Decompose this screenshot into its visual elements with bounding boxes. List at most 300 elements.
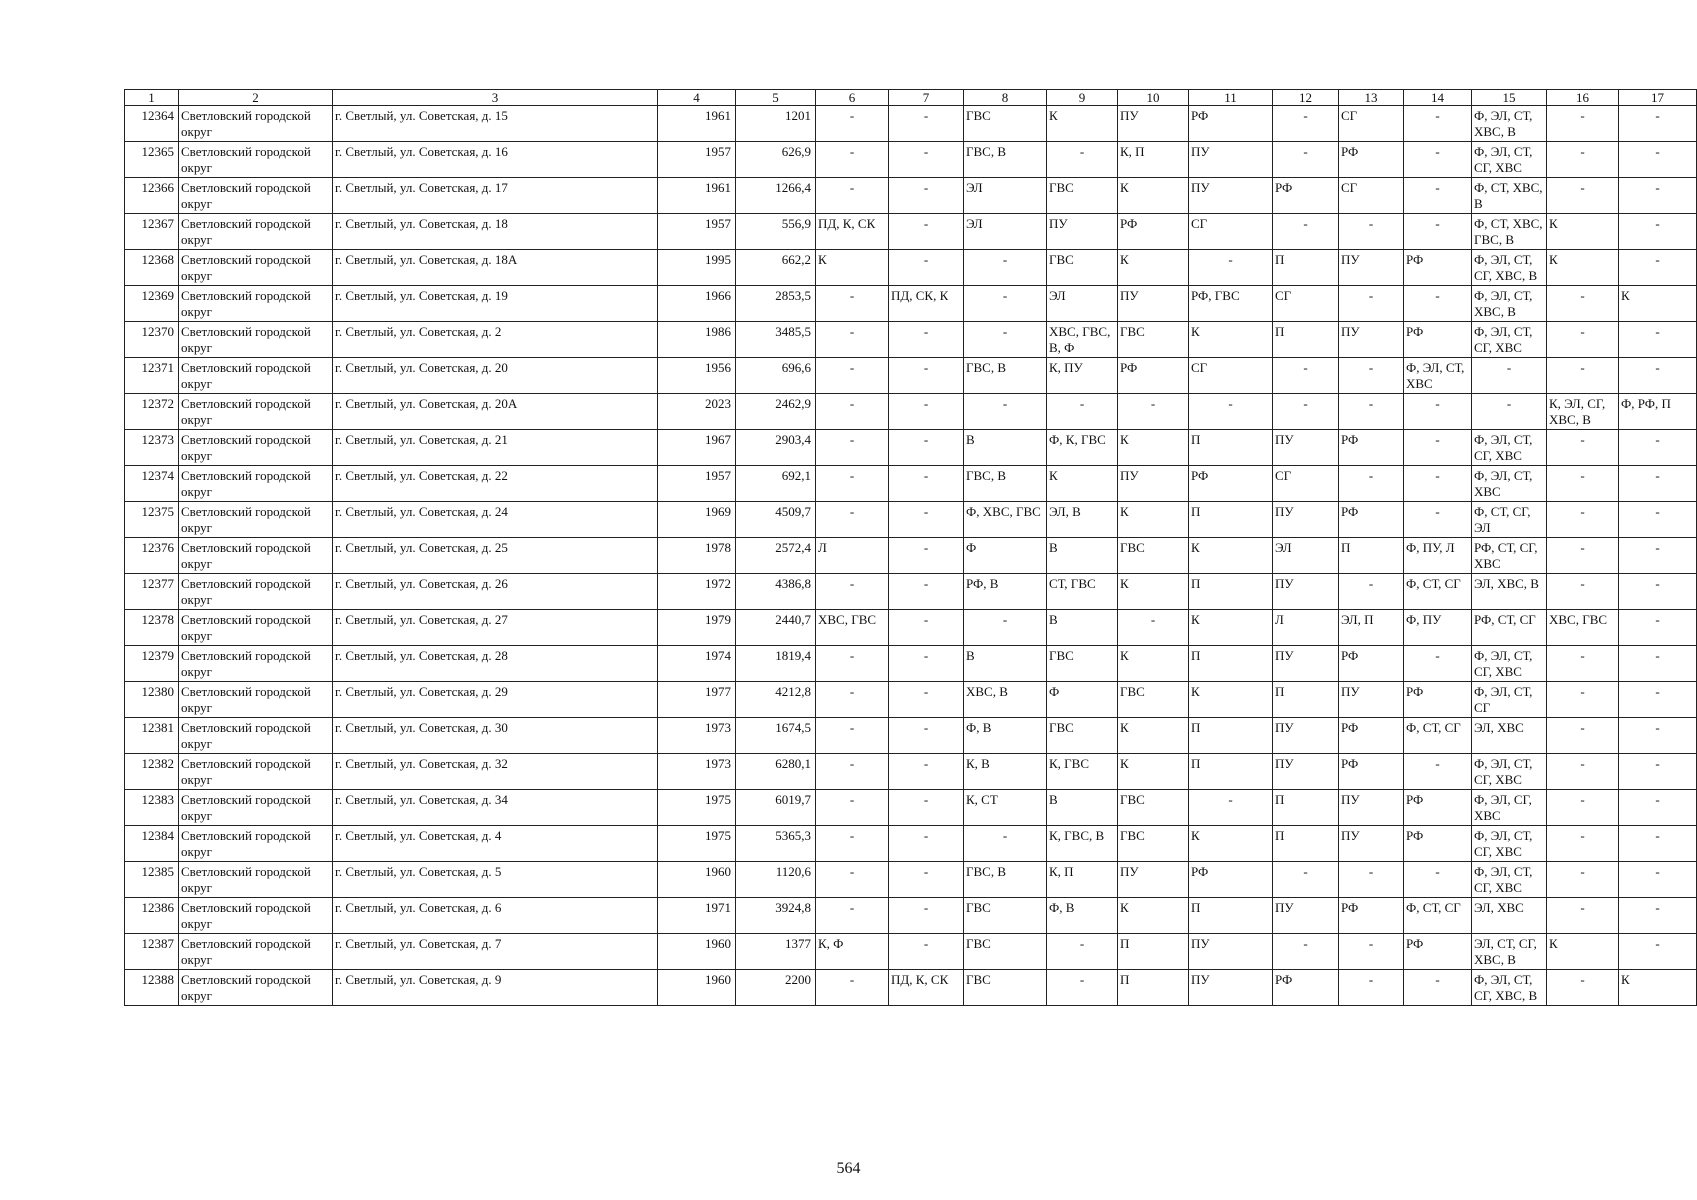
table-cell: - [1404,142,1472,178]
table-cell: ПУ [1339,250,1404,286]
table-cell: - [889,466,964,502]
table-cell: - [1404,214,1472,250]
table-cell: ХВС, ГВС, В, Ф [1047,322,1118,358]
table-cell: 1977 [658,682,736,718]
table-cell: ЭЛ [964,178,1047,214]
table-cell: ЭЛ, СТ, СГ, ХВС, В [1472,934,1547,970]
table-cell: 12372 [125,394,179,430]
table-cell: - [816,826,889,862]
table-cell: - [1619,430,1697,466]
table-cell: П [1189,574,1273,610]
table-cell: Светловский городской округ [179,934,333,970]
table-cell: РФ, В [964,574,1047,610]
table-cell: - [1547,358,1619,394]
table-cell: ПУ [1339,790,1404,826]
table-cell: ПУ [1047,214,1118,250]
table-cell: Ф, ЭЛ, СТ, СГ, ХВС [1472,826,1547,862]
table-row [125,322,1697,358]
table-cell: 2903,4 [736,430,816,466]
table-cell: г. Светлый, ул. Советская, д. 18А [333,250,658,286]
table-cell: - [816,106,889,142]
table-cell: П [1273,682,1339,718]
table-cell: Ф, ЭЛ, СТ, ХВС [1472,466,1547,502]
table-cell: Светловский городской округ [179,826,333,862]
table-cell: - [1619,826,1697,862]
table-cell: Светловский городской округ [179,322,333,358]
table-cell: - [1547,178,1619,214]
table-cell: К [1547,250,1619,286]
table-cell: Светловский городской округ [179,682,333,718]
table-cell: - [964,286,1047,322]
table-cell: 3485,5 [736,322,816,358]
table-cell: 4509,7 [736,502,816,538]
table-cell: Светловский городской округ [179,358,333,394]
column-header: 13 [1339,90,1404,106]
table-cell: - [1339,214,1404,250]
table-cell: Светловский городской округ [179,646,333,682]
table-cell: Ф, ЭЛ, СГ, ХВС [1472,790,1547,826]
table-row [125,970,1697,1006]
table-cell: - [1547,718,1619,754]
table-cell: Светловский городской округ [179,250,333,286]
table-cell: Светловский городской округ [179,970,333,1006]
table-row [125,790,1697,826]
table-cell: П [1118,934,1189,970]
table-cell: ЭЛ [1273,538,1339,574]
table-cell: - [816,430,889,466]
column-header: 6 [816,90,889,106]
table-cell: Ф [1047,682,1118,718]
table-cell: К [1047,466,1118,502]
table-cell: - [889,250,964,286]
table-cell: Светловский городской округ [179,214,333,250]
table-cell: - [1619,790,1697,826]
table-cell: 12375 [125,502,179,538]
table-cell: - [1339,862,1404,898]
table-cell: 12364 [125,106,179,142]
table-cell: г. Светлый, ул. Советская, д. 18 [333,214,658,250]
table-cell: Светловский городской округ [179,574,333,610]
table-cell: 3924,8 [736,898,816,934]
table-cell: Ф, СТ, СГ, ЭЛ [1472,502,1547,538]
table-cell: - [889,574,964,610]
table-cell: 2200 [736,970,816,1006]
table-cell: - [889,322,964,358]
table-cell: РФ [1339,142,1404,178]
table-cell: 1972 [658,574,736,610]
table-cell: К, П [1118,142,1189,178]
table-cell: - [1404,286,1472,322]
table-cell: ГВС [1118,682,1189,718]
table-cell: ПУ [1118,862,1189,898]
table-cell: - [1404,970,1472,1006]
table-cell: 12386 [125,898,179,934]
table-cell: 1957 [658,142,736,178]
table-cell: - [1619,610,1697,646]
table-row [125,466,1697,502]
table-row [125,538,1697,574]
table-cell: П [1339,538,1404,574]
table-cell: Ф, ЭЛ, СТ, СГ, ХВС [1472,646,1547,682]
table-cell: 2440,7 [736,610,816,646]
table-cell: 12378 [125,610,179,646]
table-body [125,106,1697,1006]
table-cell: Ф, СТ, СГ [1404,574,1472,610]
table-cell: 1973 [658,754,736,790]
table-cell: В [1047,790,1118,826]
table-cell: К [1189,682,1273,718]
table-cell: П [1189,754,1273,790]
table-cell: Ф, СТ, СГ [1404,718,1472,754]
table-cell: - [889,430,964,466]
table-cell: РФ [1404,322,1472,358]
table-cell: К, ГВС, В [1047,826,1118,862]
table-cell: - [964,610,1047,646]
table-cell: 2462,9 [736,394,816,430]
table-cell: - [1619,574,1697,610]
table-cell: СГ [1189,358,1273,394]
table-cell: К [1118,250,1189,286]
table-cell: 1266,4 [736,178,816,214]
table-cell: г. Светлый, ул. Советская, д. 30 [333,718,658,754]
table-cell: 2023 [658,394,736,430]
table-cell: П [1273,826,1339,862]
table-cell: г. Светлый, ул. Советская, д. 28 [333,646,658,682]
table-cell: - [889,610,964,646]
table-cell: 1975 [658,790,736,826]
table-cell: 5365,3 [736,826,816,862]
table-cell: В [1047,538,1118,574]
table-cell: РФ [1273,970,1339,1006]
table-cell: К, СТ [964,790,1047,826]
table-cell: ГВС [1047,646,1118,682]
table-cell: 4386,8 [736,574,816,610]
table-cell: - [816,862,889,898]
table-cell: В [964,646,1047,682]
table-cell: - [1339,286,1404,322]
table-cell: 12368 [125,250,179,286]
table-cell: 6019,7 [736,790,816,826]
table-cell: г. Светлый, ул. Советская, д. 22 [333,466,658,502]
table-row [125,610,1697,646]
column-header: 16 [1547,90,1619,106]
page-number: 564 [836,1160,861,1177]
table-cell: - [816,790,889,826]
table-cell: К [1118,574,1189,610]
table-cell: П [1273,322,1339,358]
table-row [125,574,1697,610]
table-cell: ПУ [1273,754,1339,790]
table-cell: Ф, ПУ, Л [1404,538,1472,574]
table-row [125,358,1697,394]
table-cell: 2572,4 [736,538,816,574]
table-cell: ХВС, ГВС [816,610,889,646]
table-cell: - [816,322,889,358]
table-cell: П [1273,790,1339,826]
table-cell: 12383 [125,790,179,826]
table-cell: - [889,934,964,970]
table-cell: - [1547,106,1619,142]
table-cell: К, ПУ [1047,358,1118,394]
table-cell: г. Светлый, ул. Советская, д. 17 [333,178,658,214]
column-header: 7 [889,90,964,106]
table-cell: ЭЛ, ХВС, В [1472,574,1547,610]
table-cell: ПУ [1118,286,1189,322]
table-cell: ПУ [1273,646,1339,682]
table-cell: г. Светлый, ул. Советская, д. 4 [333,826,658,862]
table-cell: - [1547,142,1619,178]
table-cell: ГВС [1047,178,1118,214]
table-cell: К [816,250,889,286]
table-row [125,394,1697,430]
table-header [125,90,1697,106]
table-cell: СГ [1189,214,1273,250]
table-cell: 12381 [125,718,179,754]
table-cell: 12376 [125,538,179,574]
table-cell: - [1547,754,1619,790]
table-cell: Ф, К, ГВС [1047,430,1118,466]
table-cell: Ф, В [1047,898,1118,934]
table-cell: ХВС, В [964,682,1047,718]
table-cell: - [1547,682,1619,718]
table-cell: ПУ [1189,178,1273,214]
table-cell: ГВС [1118,826,1189,862]
table-cell: 12384 [125,826,179,862]
table-cell: К [1189,826,1273,862]
table-cell: Светловский городской округ [179,898,333,934]
column-header: 10 [1118,90,1189,106]
table-cell: Ф, ЭЛ, СТ, СГ, ХВС, В [1472,970,1547,1006]
table-cell: ПУ [1339,826,1404,862]
table-row [125,646,1697,682]
table-cell: г. Светлый, ул. Советская, д. 24 [333,502,658,538]
table-cell: - [816,898,889,934]
table-cell: - [889,538,964,574]
table-cell: г. Светлый, ул. Советская, д. 26 [333,574,658,610]
table-cell: ПД, СК, К [889,286,964,322]
table-cell: г. Светлый, ул. Советская, д. 16 [333,142,658,178]
table-cell: - [1472,358,1547,394]
table-cell: Ф, ЭЛ, СТ, СГ, ХВС [1472,754,1547,790]
table-cell: ПУ [1273,502,1339,538]
table-cell: - [1189,394,1273,430]
table-row [125,682,1697,718]
column-header: 14 [1404,90,1472,106]
table-cell: - [1619,898,1697,934]
table-cell: 12365 [125,142,179,178]
table-cell: - [1404,754,1472,790]
table-cell: К, ГВС [1047,754,1118,790]
column-header: 12 [1273,90,1339,106]
table-cell: 1975 [658,826,736,862]
table-cell: - [1339,970,1404,1006]
table-cell: г. Светлый, ул. Советская, д. 32 [333,754,658,790]
table-cell: - [1273,934,1339,970]
table-cell: г. Светлый, ул. Советская, д. 29 [333,682,658,718]
table-cell: ПУ [1273,898,1339,934]
table-cell: - [1547,862,1619,898]
column-header: 3 [333,90,658,106]
table-cell: - [889,142,964,178]
table-cell: ГВС [964,934,1047,970]
table-cell: 12380 [125,682,179,718]
table-cell: - [1619,178,1697,214]
table-cell: 12366 [125,178,179,214]
table-cell: - [1619,682,1697,718]
table-cell: К [1189,322,1273,358]
table-cell: ПУ [1189,934,1273,970]
registry-table [124,89,1697,1006]
table-cell: К [1118,502,1189,538]
table-cell: РФ [1404,250,1472,286]
table-cell: П [1189,718,1273,754]
table-cell: - [889,862,964,898]
table-cell: РФ [1404,934,1472,970]
table-cell: 556,9 [736,214,816,250]
table-cell: К [1118,178,1189,214]
table-cell: Ф, ЭЛ, СТ, ХВС, В [1472,286,1547,322]
table-cell: В [964,430,1047,466]
table-cell: ЭЛ [1047,286,1118,322]
table-cell: 12382 [125,754,179,790]
table-row [125,214,1697,250]
table-cell: - [889,502,964,538]
table-cell: Ф, ЭЛ, СТ, СГ, ХВС [1472,322,1547,358]
table-cell: Ф, ЭЛ, СТ, СГ, ХВС [1472,142,1547,178]
table-cell: - [816,394,889,430]
table-cell: 1967 [658,430,736,466]
table-cell: - [1273,142,1339,178]
table-cell: г. Светлый, ул. Советская, д. 5 [333,862,658,898]
table-cell: Ф, ПУ [1404,610,1472,646]
table-cell: П [1273,250,1339,286]
table-cell: Л [816,538,889,574]
table-row [125,106,1697,142]
table-cell: РФ, СТ, СГ, ХВС [1472,538,1547,574]
table-cell: - [1547,898,1619,934]
table-cell: - [1547,466,1619,502]
table-cell: Светловский городской округ [179,610,333,646]
table-cell: РФ [1189,862,1273,898]
table-cell: П [1189,430,1273,466]
table-cell: - [1619,646,1697,682]
table-cell: - [1189,250,1273,286]
table-cell: РФ [1339,718,1404,754]
table-cell: К, В [964,754,1047,790]
table-cell: РФ [1118,358,1189,394]
table-cell: К [1047,106,1118,142]
table-cell: ГВС, В [964,358,1047,394]
table-cell: РФ [1189,106,1273,142]
table-cell: - [1547,286,1619,322]
table-cell: - [1404,394,1472,430]
table-cell: г. Светлый, ул. Советская, д. 25 [333,538,658,574]
table-cell: К [1189,538,1273,574]
table-cell: ГВС, В [964,862,1047,898]
table-cell: ГВС [964,106,1047,142]
table-row [125,826,1697,862]
table-cell: - [889,106,964,142]
table-cell: 12388 [125,970,179,1006]
table-cell: РФ [1339,898,1404,934]
table-cell: 12387 [125,934,179,970]
table-cell: Ф, СТ, ХВС, ГВС, В [1472,214,1547,250]
table-cell: 1960 [658,862,736,898]
table-cell: - [889,718,964,754]
table-cell: К [1118,898,1189,934]
column-header: 4 [658,90,736,106]
table-cell: - [889,898,964,934]
table-cell: Ф, ЭЛ, СТ, СГ, ХВС [1472,862,1547,898]
table-cell: ГВС [1118,538,1189,574]
column-header: 5 [736,90,816,106]
table-cell: ПУ [1189,142,1273,178]
table-cell: 1961 [658,106,736,142]
table-cell: - [1339,358,1404,394]
table-cell: - [1404,430,1472,466]
table-cell: - [1273,358,1339,394]
table-cell: 692,1 [736,466,816,502]
table-cell: П [1189,646,1273,682]
table-cell: - [1547,646,1619,682]
table-cell: Ф, СТ, СГ [1404,898,1472,934]
table-cell: ГВС, В [964,466,1047,502]
table-cell: г. Светлый, ул. Советская, д. 6 [333,898,658,934]
table-cell: ГВС [1118,322,1189,358]
table-cell: - [1619,754,1697,790]
table-cell: 12373 [125,430,179,466]
table-cell: - [816,718,889,754]
table-cell: - [1339,466,1404,502]
table-cell: - [1619,718,1697,754]
table-cell: - [964,322,1047,358]
table-cell: Светловский городской округ [179,718,333,754]
table-cell: 12379 [125,646,179,682]
table-cell: 1986 [658,322,736,358]
table-cell: ПУ [1273,430,1339,466]
table-cell: РФ [1339,754,1404,790]
table-cell: 1979 [658,610,736,646]
table-cell: П [1118,970,1189,1006]
table-cell: г. Светлый, ул. Советская, д. 9 [333,970,658,1006]
table-cell: Светловский городской округ [179,466,333,502]
table-cell: - [1547,826,1619,862]
table-cell: 1956 [658,358,736,394]
table-cell: - [1273,862,1339,898]
table-cell: СГ [1273,286,1339,322]
table-cell: 1966 [658,286,736,322]
table-cell: ПУ [1273,574,1339,610]
table-cell: 6280,1 [736,754,816,790]
table-cell: - [816,574,889,610]
table-cell: Светловский городской округ [179,142,333,178]
table-cell: Светловский городской округ [179,430,333,466]
table-cell: - [1619,466,1697,502]
table-cell: РФ [1339,646,1404,682]
column-header: 15 [1472,90,1547,106]
table-cell: - [1547,574,1619,610]
table-cell: - [1404,502,1472,538]
table-cell: ГВС [1118,790,1189,826]
table-cell: - [816,502,889,538]
table-row [125,898,1697,934]
table-cell: К [1619,970,1697,1006]
table-cell: - [964,250,1047,286]
table-cell: - [816,682,889,718]
table-cell: 1957 [658,466,736,502]
table-cell: - [1047,142,1118,178]
table-cell: - [1547,790,1619,826]
